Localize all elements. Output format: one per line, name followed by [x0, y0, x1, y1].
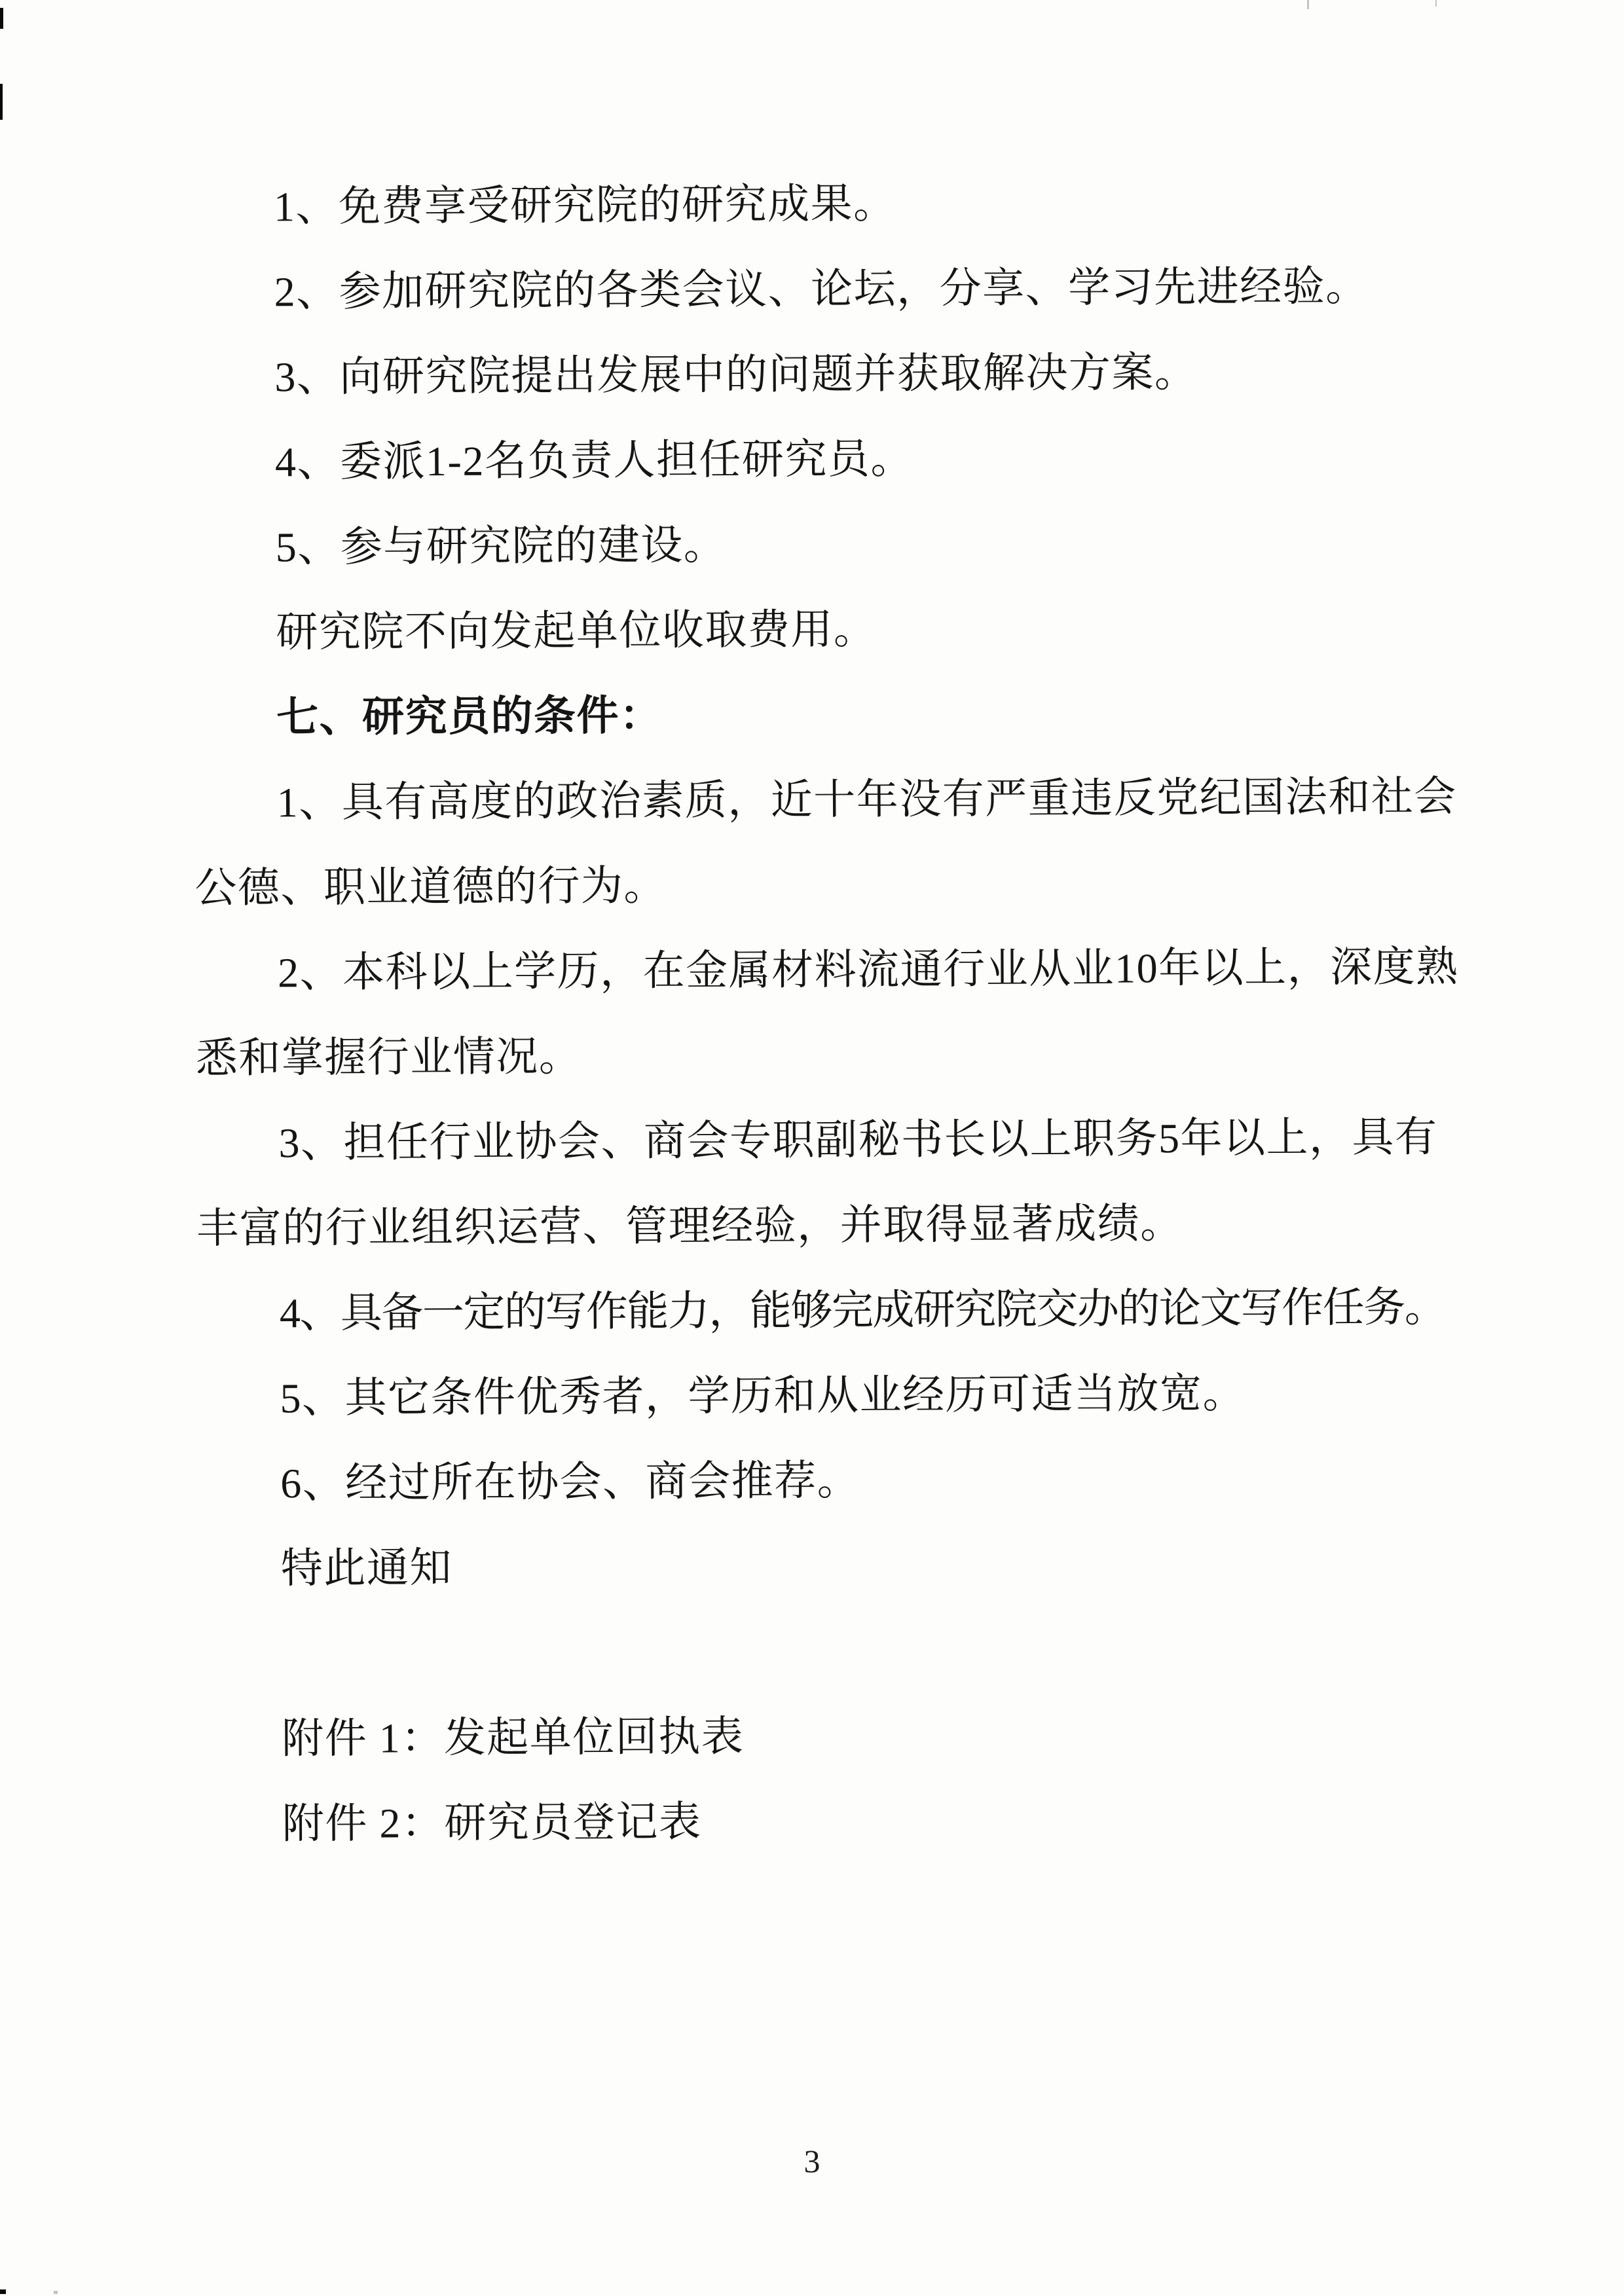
document-line: 研究院不向发起单位收取费用。	[276, 606, 877, 656]
document-line: 5、参与研究院的建设。	[275, 521, 727, 571]
document-line: 3、向研究院提出发展中的问题并获取解决方案。	[274, 348, 1198, 401]
document-line: 4、具备一定的写作能力，能够完成研究院交办的论文写作任务。	[279, 1283, 1446, 1337]
scan-artifact-top-edge	[1307, 0, 1309, 9]
document-line: 悉和掌握行业情况。	[195, 1032, 582, 1082]
document-line	[198, 1605, 1624, 1697]
document-line: 1、免费享受研究院的研究成果。	[273, 180, 896, 230]
document-line: 附件 1：发起单位回执表	[282, 1713, 745, 1762]
scan-artifact-left-edge	[0, 8, 3, 29]
document-line: 1、具有高度的政治素质，近十年没有严重违反党纪国法和社会	[276, 773, 1457, 826]
scan-artifact-bottom-edge	[54, 2291, 58, 2294]
document-line: 3、担任行业协会、商会专职副秘书长以上职务5年以上，具有	[278, 1114, 1438, 1167]
document-line: 6、经过所在协会、商会推荐。	[280, 1457, 860, 1507]
document-line: 2、参加研究院的各类会议、论坛，分享、学习先进经验。	[274, 263, 1369, 316]
document-line: 5、其它条件优秀者，学历和从业经历可适当放宽。	[280, 1370, 1246, 1422]
scan-artifact-top-edge	[1435, 0, 1437, 7]
scan-artifact-corner	[0, 2289, 6, 2294]
document-body	[0, 158, 1624, 1868]
document-line: 2、本科以上学历，在金属材料流通行业从业10年以上，深度熟	[277, 943, 1459, 996]
scan-artifact-left-edge	[0, 84, 3, 120]
document-line: 4、委派1-2名负责人担任研究员。	[274, 435, 914, 486]
document-line: 丰富的行业组织运营、管理经验，并取得显著成绩。	[196, 1200, 1183, 1252]
document-line: 特此通知	[280, 1544, 453, 1592]
document-line: 公德、职业道德的行为。	[194, 862, 667, 911]
document-line: 附件 2：研究员登记表	[282, 1798, 702, 1848]
document-line: 七、研究员的条件：	[276, 692, 663, 741]
page-number: 3	[803, 2143, 821, 2179]
